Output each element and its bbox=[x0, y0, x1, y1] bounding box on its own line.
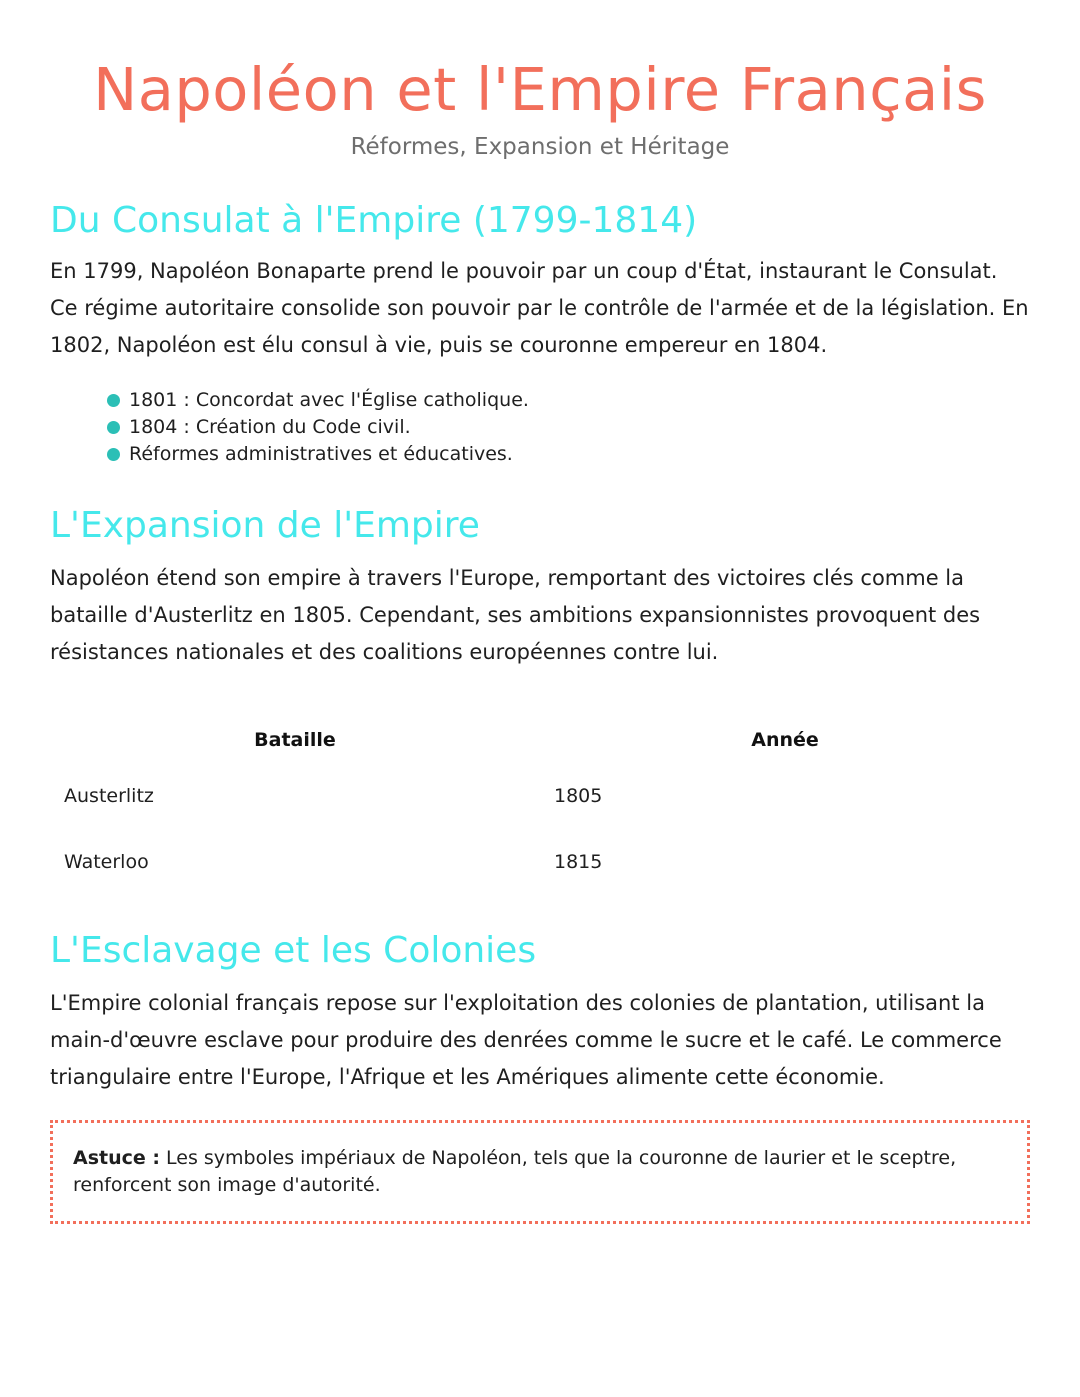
section-expansion bbox=[50, 504, 1030, 895]
reforms-list bbox=[50, 387, 1030, 468]
bullet-dot-icon bbox=[107, 421, 120, 434]
list-item bbox=[107, 441, 1030, 468]
bullet-dot-icon bbox=[107, 394, 120, 407]
section-heading: L'Esclavage et les Colonies bbox=[50, 930, 537, 971]
section-consulat bbox=[50, 199, 1030, 468]
table-row bbox=[50, 829, 1030, 895]
section-paragraph: Napoléon étend son empire à travers l'Europe, remportant des victoires clés comme la bataille d'Austerlitz en 1805. Cependant, ses ambitions expansionnistes provoquent des résistances nationales et des coalitions européennes contre lui. bbox=[50, 566, 981, 664]
list-item bbox=[107, 414, 1030, 441]
section-paragraph: L'Empire colonial français repose sur l'exploitation des colonies de plantation, utilisant la main-d'œuvre esclave pour produire des denrées comme le sucre et le café. Le commerce triangulaire entre l'Europe, l'Afrique et les Amériques alimente cette économie. bbox=[50, 991, 1002, 1089]
section-heading: L'Expansion de l'Empire bbox=[50, 505, 480, 546]
section-heading: Du Consulat à l'Empire (1799-1814) bbox=[50, 200, 698, 241]
bullet-dot-icon bbox=[107, 448, 120, 461]
list-item-text: 1804 : Création du Code civil. bbox=[129, 416, 411, 438]
section-colonies bbox=[50, 929, 1030, 1096]
page-title: Napoléon et l'Empire Français bbox=[93, 55, 987, 124]
table-cell-battle: Waterloo bbox=[64, 851, 149, 873]
table-header-row bbox=[50, 717, 1030, 763]
column-header-battle: Bataille bbox=[254, 729, 336, 751]
tip-label: Astuce : bbox=[73, 1147, 160, 1169]
battles-table bbox=[50, 717, 1030, 895]
table-cell-year: 1805 bbox=[554, 785, 603, 807]
table-cell-year: 1815 bbox=[554, 851, 603, 873]
tip-box bbox=[50, 1120, 1030, 1224]
column-header-year: Année bbox=[751, 729, 819, 751]
tip-text: Les symboles impériaux de Napoléon, tels que la couronne de laurier et le sceptre, renforcent son image d'autorité. bbox=[73, 1147, 957, 1196]
section-paragraph: En 1799, Napoléon Bonaparte prend le pouvoir par un coup d'État, instaurant le Consulat. Ce régime autoritaire consolide son pouvoir par le contrôle de l'armée et de la législation. En 1802, Napoléon est élu consul à vie, puis se couronne empereur en 1804. bbox=[50, 259, 1029, 357]
list-item bbox=[107, 387, 1030, 414]
page-subtitle: Réformes, Expansion et Héritage bbox=[350, 134, 730, 160]
table-row bbox=[50, 763, 1030, 829]
list-item-text: Réformes administratives et éducatives. bbox=[129, 443, 513, 465]
table-cell-battle: Austerlitz bbox=[64, 785, 154, 807]
list-item-text: 1801 : Concordat avec l'Église catholique. bbox=[129, 389, 529, 411]
